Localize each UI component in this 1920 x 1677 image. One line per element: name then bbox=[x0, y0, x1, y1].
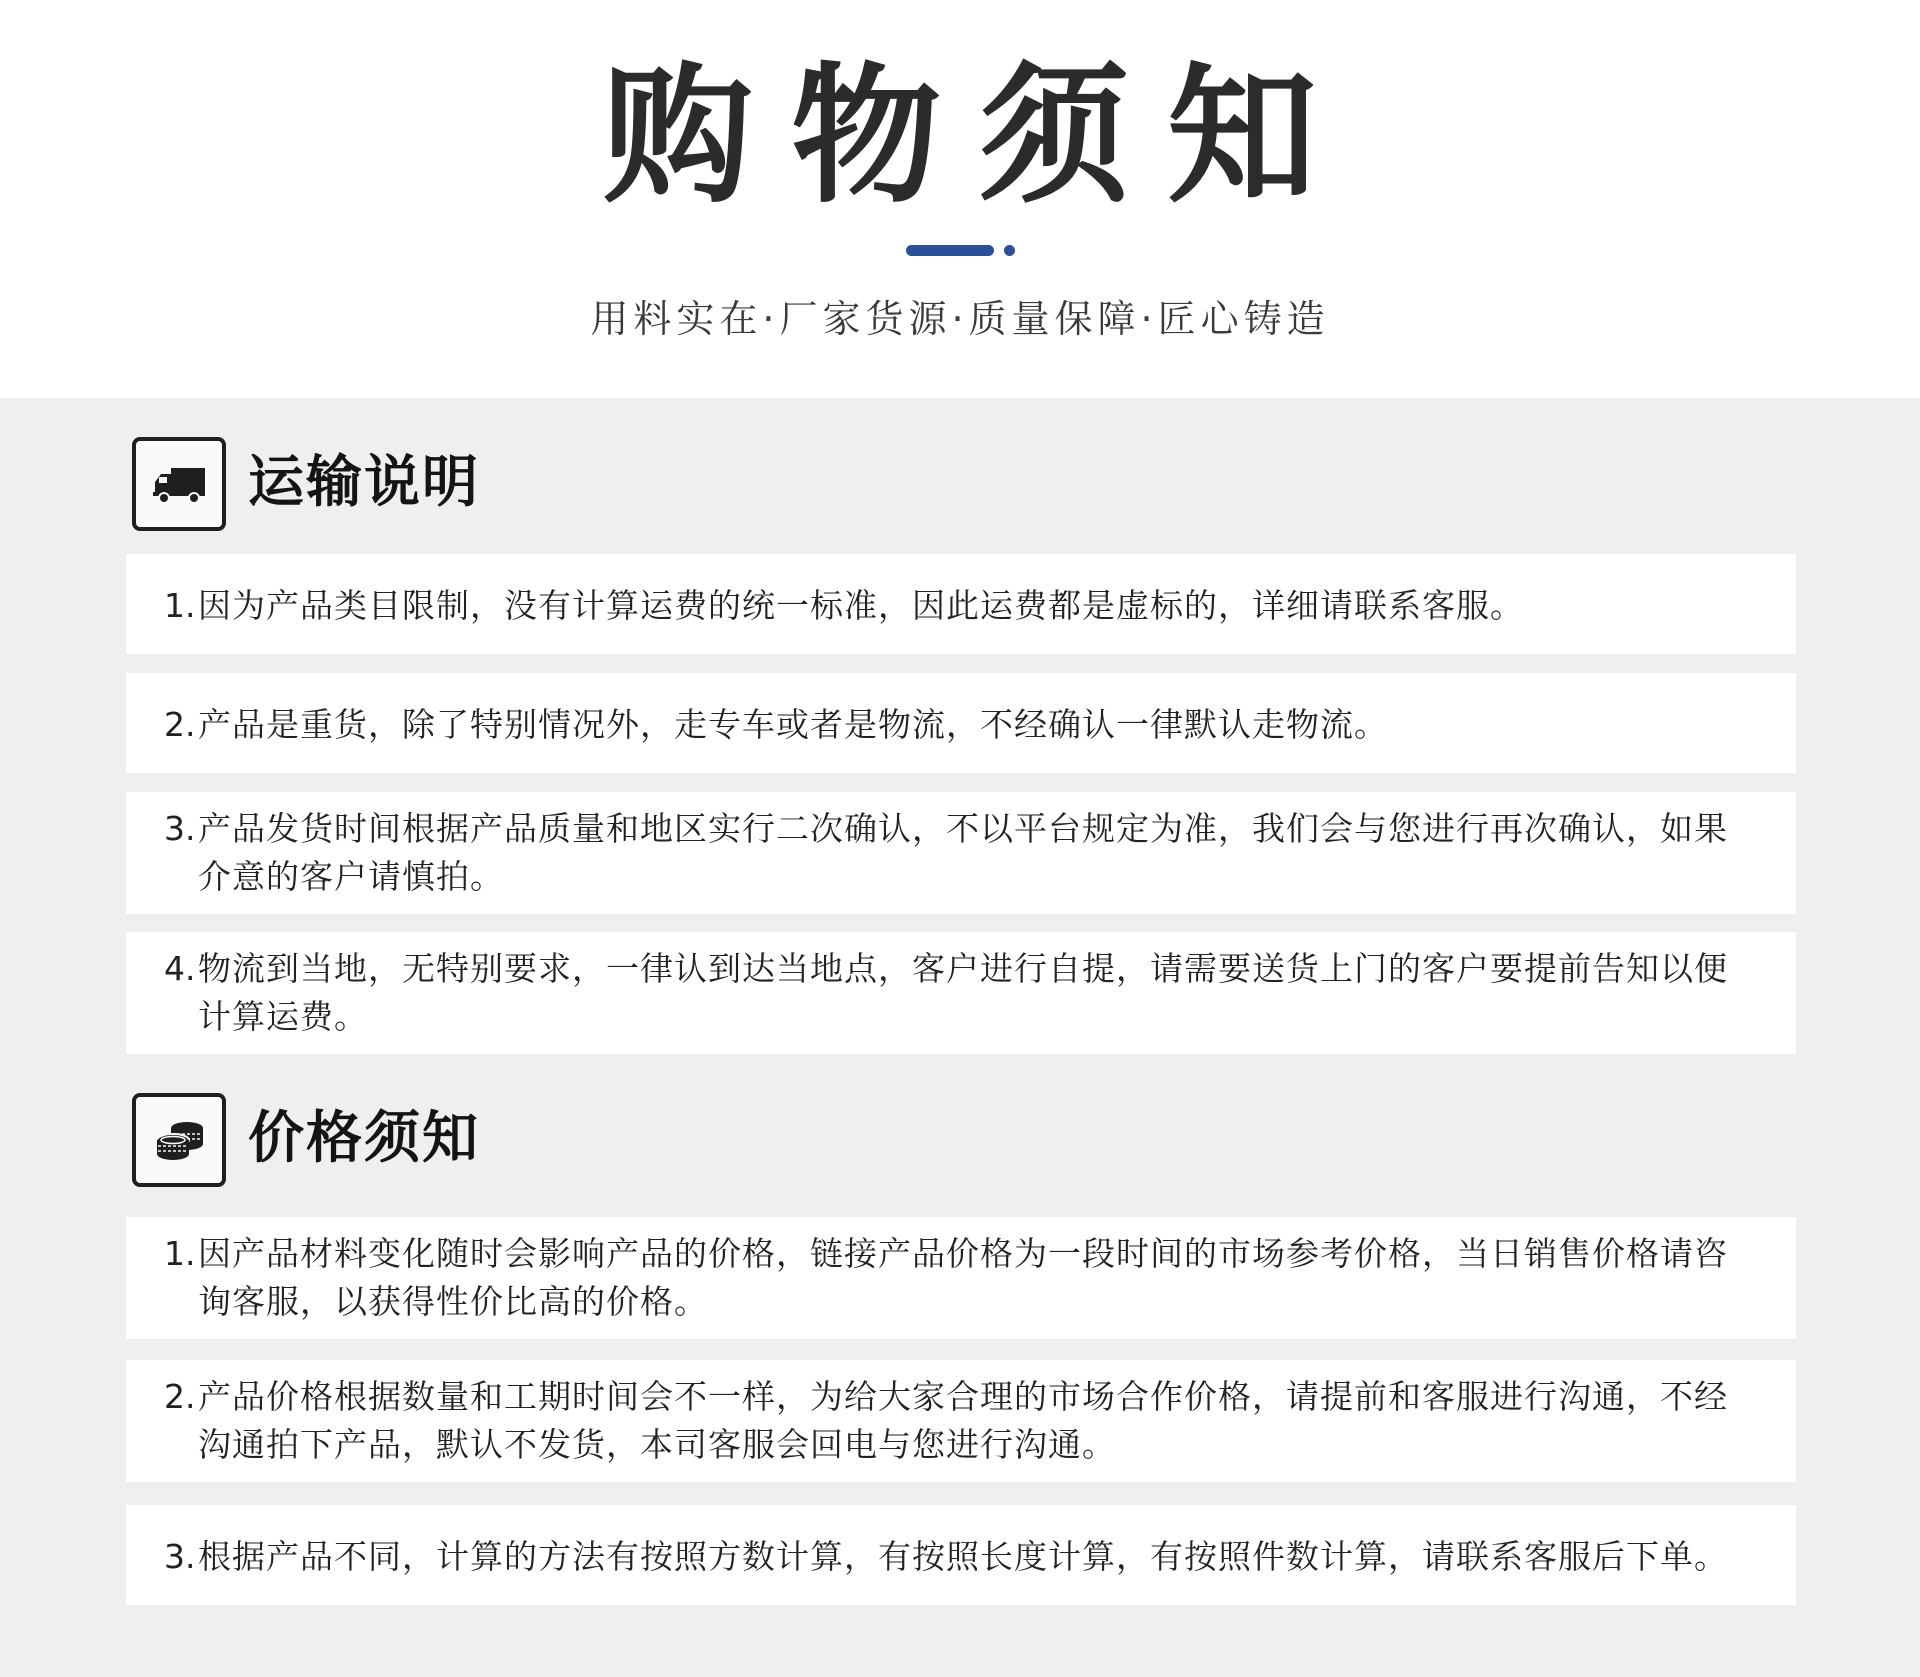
shipping-section-title: 运输说明 bbox=[248, 450, 480, 515]
shipping-item-2 bbox=[126, 673, 1796, 773]
title-divider-dot bbox=[1004, 245, 1015, 256]
item-text: 因为产品类目限制，没有计算运费的统一标准，因此运费都是虚标的，详细请联系客服。 bbox=[198, 586, 1524, 625]
item-number: 2. bbox=[164, 705, 196, 744]
shipping-item-3 bbox=[126, 792, 1796, 914]
pricing-item-3 bbox=[126, 1505, 1796, 1605]
item-number: 3. bbox=[164, 1537, 196, 1576]
item-number: 2. bbox=[164, 1377, 196, 1416]
item-number: 1. bbox=[164, 1234, 196, 1273]
item-number: 4. bbox=[164, 949, 196, 988]
pricing-section-title: 价格须知 bbox=[248, 1106, 480, 1171]
shipping-item-1 bbox=[126, 554, 1796, 654]
item-number: 3. bbox=[164, 809, 196, 848]
item-number: 1. bbox=[164, 586, 196, 625]
truck-icon bbox=[132, 437, 226, 531]
item-text: 产品是重货，除了特别情况外，走专车或者是物流，不经确认一律默认走物流。 bbox=[198, 705, 1388, 744]
header bbox=[0, 0, 1920, 398]
page-title: 购物须知 bbox=[602, 50, 1355, 224]
shipping-item-4 bbox=[126, 932, 1796, 1054]
item-text: 产品发货时间根据产品质量和地区实行二次确认，不以平台规定为准，我们会与您进行再次确认，如果介意的客户请慎拍。 bbox=[198, 809, 1728, 896]
item-text: 因产品材料变化随时会影响产品的价格，链接产品价格为一段时间的市场参考价格，当日销售价格请咨询客服，以获得性价比高的价格。 bbox=[198, 1234, 1728, 1321]
pricing-item-1 bbox=[126, 1217, 1796, 1339]
coins-icon bbox=[132, 1093, 226, 1187]
item-text: 根据产品不同，计算的方法有按照方数计算，有按照长度计算，有按照件数计算，请联系客服后下单。 bbox=[198, 1537, 1728, 1576]
item-text: 物流到当地，无特别要求，一律认到达当地点，客户进行自提，请需要送货上门的客户要提前告知以便计算运费。 bbox=[198, 949, 1728, 1036]
page-subtitle: 用料实在·厂家货源·质量保障·匠心铸造 bbox=[590, 297, 1330, 341]
title-divider-line bbox=[906, 245, 994, 256]
item-text: 产品价格根据数量和工期时间会不一样，为给大家合理的市场合作价格，请提前和客服进行沟通，不经沟通拍下产品，默认不发货，本司客服会回电与您进行沟通。 bbox=[198, 1377, 1728, 1464]
pricing-item-2 bbox=[126, 1360, 1796, 1482]
